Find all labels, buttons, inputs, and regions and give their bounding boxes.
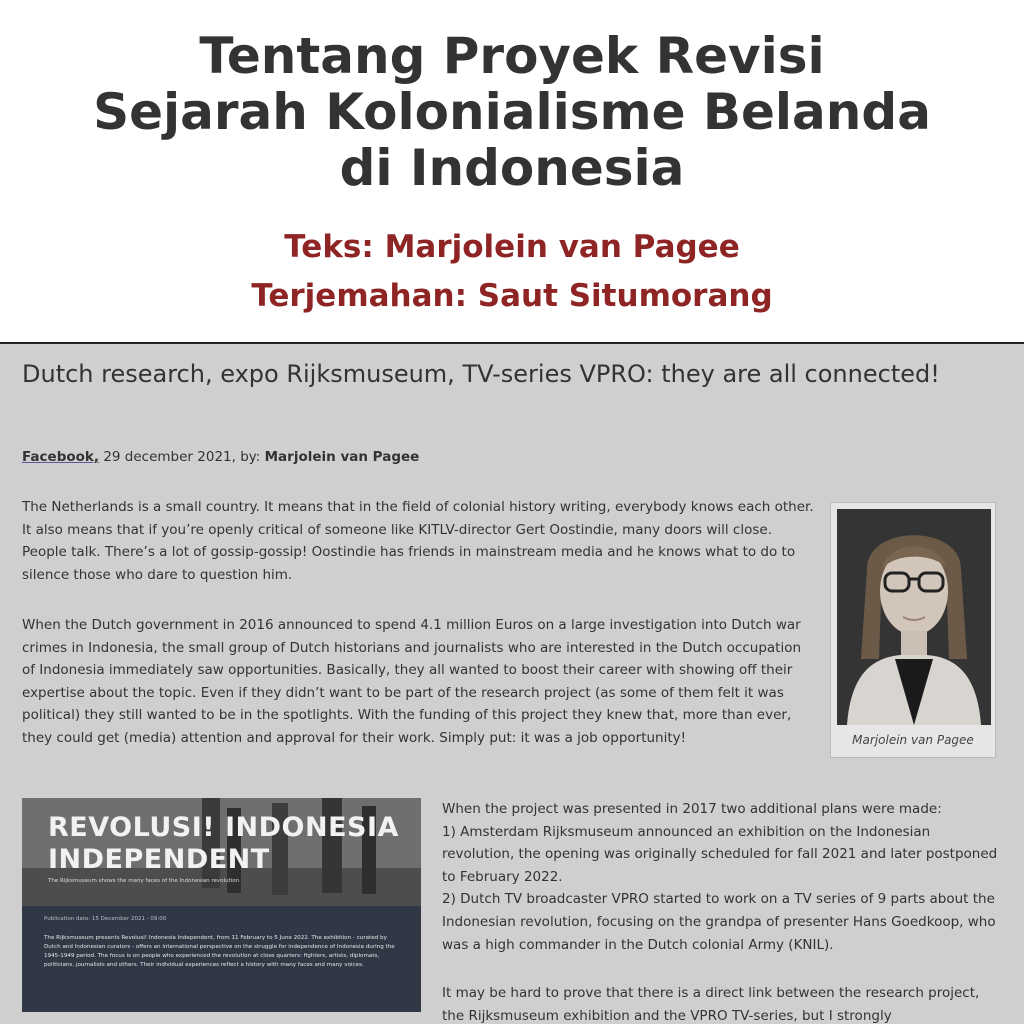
article-screenshot <box>0 342 1024 1024</box>
author-photo-card <box>830 502 996 758</box>
exhibition-subheading: The Rijksmuseum shows the many faces of the Indonesian revolution <box>48 878 240 884</box>
article-title: Dutch research, expo Rijksmuseum, TV-series VPRO: they are all connected! <box>22 360 940 388</box>
author-photo <box>837 509 991 725</box>
paragraph-2: When the Dutch government in 2016 announced to spend 4.1 million Euros on a large investigation into Dutch war crimes in Indonesia, the small group of Dutch historians and journalists who are interested in the Dutch occupation of Indonesia immediately saw opportunities. Basically, they all wanted to boost their career with showing off their expertise about the topic. Even if they didn’t want to be part of the research project (as some of them felt it was political) they still wanted to be in the spotlights. With the funding of this project they knew that, more than ever, they could get (media) attention and approval for their work. Simply put: it was a job opportunity! <box>22 617 802 746</box>
title-line-3: di Indonesia <box>339 139 685 197</box>
paragraph-1: The Netherlands is a small country. It means that in the field of colonial history writing, everybody knows each other. It also means that if you’re openly critical of someone like KITLV-director Gert Oostindie, many doors will close. People talk. There’s a lot of gossip-gossip! Oostindie has friends in mainstream media and he knows what to do to silence those who dare to question him. <box>22 499 814 583</box>
paragraph-3-item-2: 2) Dutch TV broadcaster VPRO started to work on a TV series of 9 parts about the Indonesian revolution, focusing on the grandpa of presenter Hans Goedkoop, who was a high commander in the Dutch colonial Army (KNIL). <box>442 891 996 953</box>
article-date: 29 december 2021, by: <box>99 449 265 465</box>
author-credit: Teks: Marjolein van Pagee <box>284 229 740 265</box>
translator-credit: Terjemahan: Saut Situmorang <box>251 278 773 314</box>
exhibition-publication-date: Publication date: 15 December 2021 - 09:00 <box>44 916 167 922</box>
title-line-2: Sejarah Kolonialisme Belanda <box>93 83 931 141</box>
exhibition-image <box>22 798 421 1012</box>
exhibition-heading-line-2: INDEPENDENT <box>48 844 270 875</box>
exhibition-heading <box>48 812 399 876</box>
article-meta <box>22 448 419 466</box>
article-author: Marjolein van Pagee <box>264 449 420 465</box>
paragraph-3-group <box>442 798 1002 956</box>
photo-caption: Marjolein van Pagee <box>852 733 974 747</box>
paragraph-4: It may be hard to prove that there is a direct link between the research project, the Rijksmuseum exhibition and the VPRO TV-series, but I strongly <box>442 985 980 1024</box>
portrait-illustration <box>837 509 991 725</box>
title-line-1: Tentang Proyek Revisi <box>199 27 825 85</box>
exhibition-heading-line-1: REVOLUSI! INDONESIA <box>48 812 399 843</box>
paragraph-3: When the project was presented in 2017 two additional plans were made: <box>442 801 942 817</box>
exhibition-photo <box>22 798 421 906</box>
exhibition-info-band <box>22 906 421 1012</box>
facebook-link[interactable]: Facebook, <box>22 449 100 465</box>
page-title <box>0 28 1024 196</box>
exhibition-body: The Rijksmuseum presents Revolusi! Indonesia Independent, from 11 February to 5 June 2022. The exhibition - curated by Dutch and Indonesian curators - offers an international perspective on the struggle for independence of Indonesia during the 1945-1949 period. The focus is on people who experienced the revolution at close quarters: fighters, artists, diplomats, politicians, journalists and others. Their individual experiences reflect a history with many faces and many voices. <box>44 935 395 968</box>
paragraph-3-item-1: 1) Amsterdam Rijksmuseum announced an exhibition on the Indonesian revolution, the opening was originally scheduled for fall 2021 and later postponed to February 2022. <box>442 823 998 885</box>
header-banner <box>0 0 1024 342</box>
